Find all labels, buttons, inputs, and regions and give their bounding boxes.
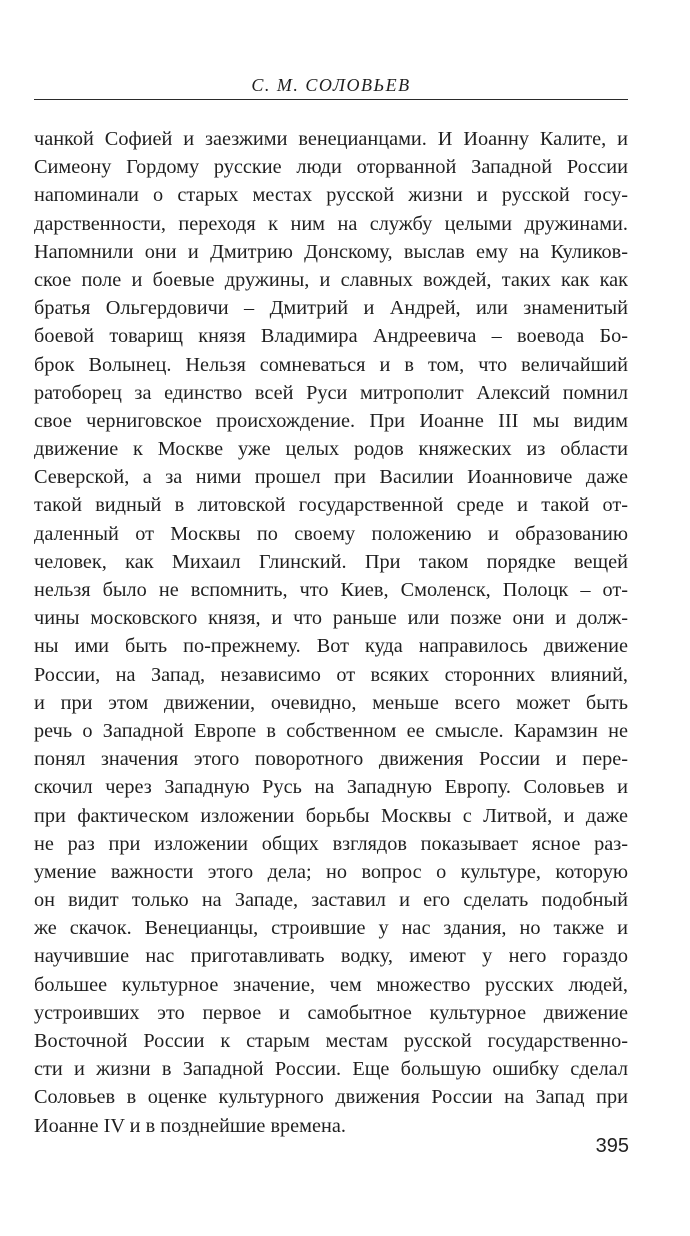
text-line: научившие нас приготавливать водку, имеют у него гораздо bbox=[34, 945, 628, 968]
text-line: ны ими быть по-прежнему. Вот куда направилось движение bbox=[34, 635, 628, 658]
text-line: при фактическом изложении борьбы Москвы с Литвой, и даже bbox=[34, 804, 628, 827]
text-line: Иоанне IV и в позднейшие времена. bbox=[34, 1114, 346, 1137]
text-line: дарственности, переходя к ним на службу целыми дружинами. bbox=[34, 212, 628, 235]
text-line: движение к Москве уже целых родов княжеских из области bbox=[34, 438, 628, 461]
text-line: он видит только на Западе, заставил и его сделать подобный bbox=[34, 889, 628, 912]
text-line: Напомнили они и Дмитрию Донскому, выслав ему на Куликов- bbox=[34, 240, 628, 263]
text-line: устроивших это первое и самобытное культурное движение bbox=[34, 1001, 628, 1024]
text-line: Восточной России к старым местам русской государственно- bbox=[34, 1030, 628, 1052]
text-line: даленный от Москвы по своему положению и образованию bbox=[34, 522, 628, 545]
text-line: чины московского князя, и что раньше или позже они и долж- bbox=[34, 607, 628, 630]
text-line: умение важности этого дела; но вопрос о культуре, которую bbox=[34, 860, 628, 883]
text-line: нельзя было не вспомнить, что Киев, Смоленск, Полоцк – от- bbox=[34, 579, 628, 601]
text-line: России, на Запад, независимо от всяких сторонних влияний, bbox=[34, 663, 628, 686]
body-text bbox=[34, 125, 628, 1140]
text-line: свое черниговское происхождение. При Иоанне III мы видим bbox=[34, 409, 628, 432]
text-line: Симеону Гордому русские люди оторванной Западной России bbox=[34, 156, 628, 179]
text-line: такой видный в литовской государственной среде и такой от- bbox=[34, 494, 628, 517]
text-line: боевой товарищ князя Владимира Андреевича – воевода Бо- bbox=[34, 325, 628, 348]
text-line: не раз при изложении общих взглядов показывает ясное раз- bbox=[34, 832, 628, 855]
text-line: же скачок. Венецианцы, строившие у нас здания, но также и bbox=[34, 917, 628, 940]
text-line: ское поле и боевые дружины, и славных вождей, таких как как bbox=[34, 268, 628, 291]
text-line: скочил через Западную Русь на Западную Европу. Соловьев и bbox=[34, 776, 628, 799]
text-line: сти и жизни в Западной России. Еще большую ошибку сделал bbox=[34, 1058, 628, 1081]
text-line: и при этом движении, очевидно, меньше всего может быть bbox=[34, 691, 628, 714]
text-line: чанкой Софией и заезжими венецианцами. И Иоанну Калите, и bbox=[34, 128, 628, 150]
text-line: человек, как Михаил Глинский. При таком порядке вещей bbox=[34, 550, 628, 573]
text-line: ратоборец за единство всей Руси митрополит Алексий помнил bbox=[34, 381, 628, 404]
text-line: Соловьев в оценке культурного движения России на Запад при bbox=[34, 1086, 628, 1109]
text-line: брок Волынец. Нельзя сомневаться и в том, что величайший bbox=[34, 353, 628, 376]
text-line: Северской, а за ними прошел при Василии Иоанновиче даже bbox=[34, 466, 628, 489]
text-line: речь о Западной Европе в собственном ее смысле. Карамзин не bbox=[34, 719, 628, 742]
text-line: большее культурное значение, чем множество русских людей, bbox=[34, 973, 628, 996]
text-line: понял значения этого поворотного движения России и пере- bbox=[34, 748, 628, 771]
text-line: братья Ольгердовичи – Дмитрий и Андрей, или знаменитый bbox=[34, 297, 628, 320]
running-head: С. М. СОЛОВЬЕВ bbox=[34, 72, 628, 100]
text-line: напоминали о старых местах русской жизни и русской госу- bbox=[34, 184, 628, 207]
page-number: 395 bbox=[595, 1135, 629, 1157]
